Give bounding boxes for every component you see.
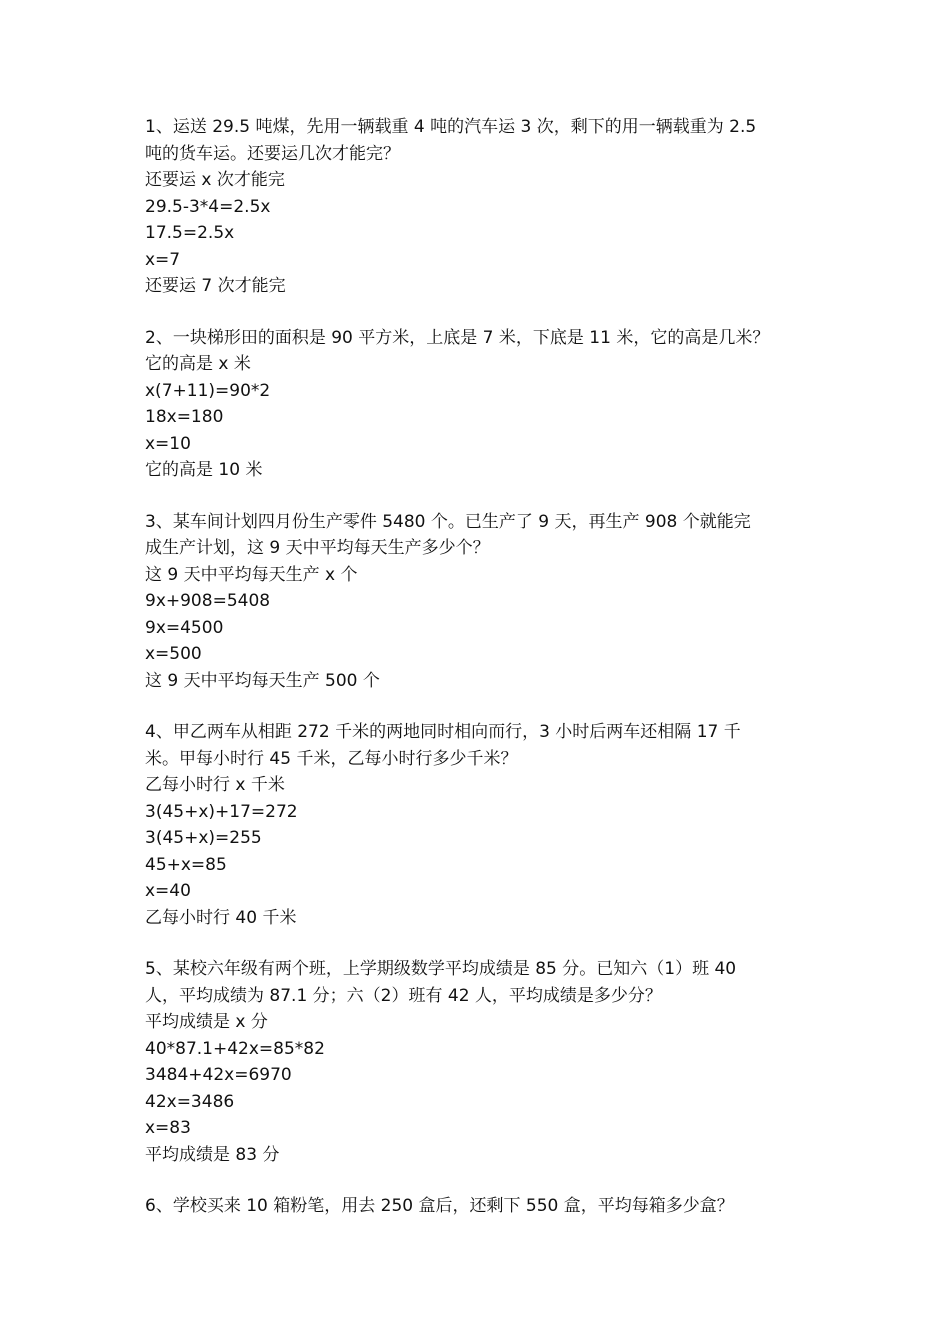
- problem-question-line: 人，平均成绩为 87.1 分；六（2）班有 42 人，平均成绩是多少分？: [145, 985, 662, 1006]
- solution-line: 9x+908=5408: [145, 591, 271, 611]
- problem-question-line: 米。甲每小时行 45 千米，乙每小时行多少千米？: [145, 748, 518, 769]
- solution-line: x=7: [145, 249, 181, 270]
- solution-line: 平均成绩是 x 分: [145, 1012, 268, 1032]
- solution-line: 9x=4500: [145, 617, 224, 638]
- solution-answer: 乙每小时行 40 千米: [145, 907, 297, 928]
- solution-line: 乙每小时行 x 千米: [145, 775, 285, 795]
- problem-question-line: 5、某校六年级有两个班，上学期级数学平均成绩是 85 分。已知六（1）班 40: [145, 959, 737, 979]
- problem-3: [145, 509, 815, 695]
- problem-question-line: 1、运送 29.5 吨煤，先用一辆载重 4 吨的汽车运 3 次，剩下的用一辆载重为 2.5: [145, 117, 757, 137]
- solution-line: 17.5=2.5x: [145, 223, 235, 243]
- solution-line: 45+x=85: [145, 854, 227, 875]
- solution-line: x=10: [145, 433, 191, 454]
- solution-line: x=83: [145, 1118, 191, 1138]
- solution-answer: 这 9 天中平均每天生产 500 个: [145, 670, 380, 691]
- solution-line: 42x=3486: [145, 1091, 235, 1112]
- solution-line: x(7+11)=90*2: [145, 380, 271, 401]
- problem-4: [145, 719, 815, 931]
- solution-line: x=40: [145, 881, 191, 901]
- solution-line: 40*87.1+42x=85*82: [145, 1038, 325, 1059]
- solution-line: 3(45+x)+17=272: [145, 801, 298, 822]
- solution-line: 29.5-3*4=2.5x: [145, 196, 271, 217]
- solution-line: 3484+42x=6970: [145, 1065, 292, 1085]
- problem-2: [145, 325, 815, 484]
- solution-answer: 它的高是 10 米: [145, 460, 263, 480]
- problem-question-line: 6、学校买来 10 箱粉笔，用去 250 盒后，还剩下 550 盒，平均每箱多少盒？: [145, 1196, 734, 1216]
- problem-6: [145, 1193, 815, 1220]
- solution-line: x=500: [145, 644, 202, 664]
- solution-line: 3(45+x)=255: [145, 828, 262, 848]
- problem-5: [145, 956, 815, 1168]
- solution-answer: 还要运 7 次才能完: [145, 276, 286, 296]
- solution-line: 它的高是 x 米: [145, 354, 251, 374]
- solution-line: 这 9 天中平均每天生产 x 个: [145, 564, 358, 585]
- document-page: [145, 114, 815, 1245]
- problem-1: [145, 114, 815, 300]
- problem-question-line: 2、一块梯形田的面积是 90 平方米，上底是 7 米，下底是 11 米，它的高是几米？: [145, 327, 770, 348]
- problem-question-line: 吨的货车运。还要运几次才能完？: [145, 143, 400, 164]
- solution-line: 还要运 x 次才能完: [145, 170, 285, 190]
- solution-line: 18x=180: [145, 407, 224, 427]
- problem-question-line: 成生产计划，这 9 天中平均每天生产多少个？: [145, 538, 490, 558]
- problem-question-line: 3、某车间计划四月份生产零件 5480 个。已生产了 9 天，再生产 908 个就能完: [145, 511, 751, 532]
- solution-answer: 平均成绩是 83 分: [145, 1144, 280, 1165]
- problem-question-line: 4、甲乙两车从相距 272 千米的两地同时相向而行，3 小时后两车还相隔 17 千: [145, 722, 741, 742]
